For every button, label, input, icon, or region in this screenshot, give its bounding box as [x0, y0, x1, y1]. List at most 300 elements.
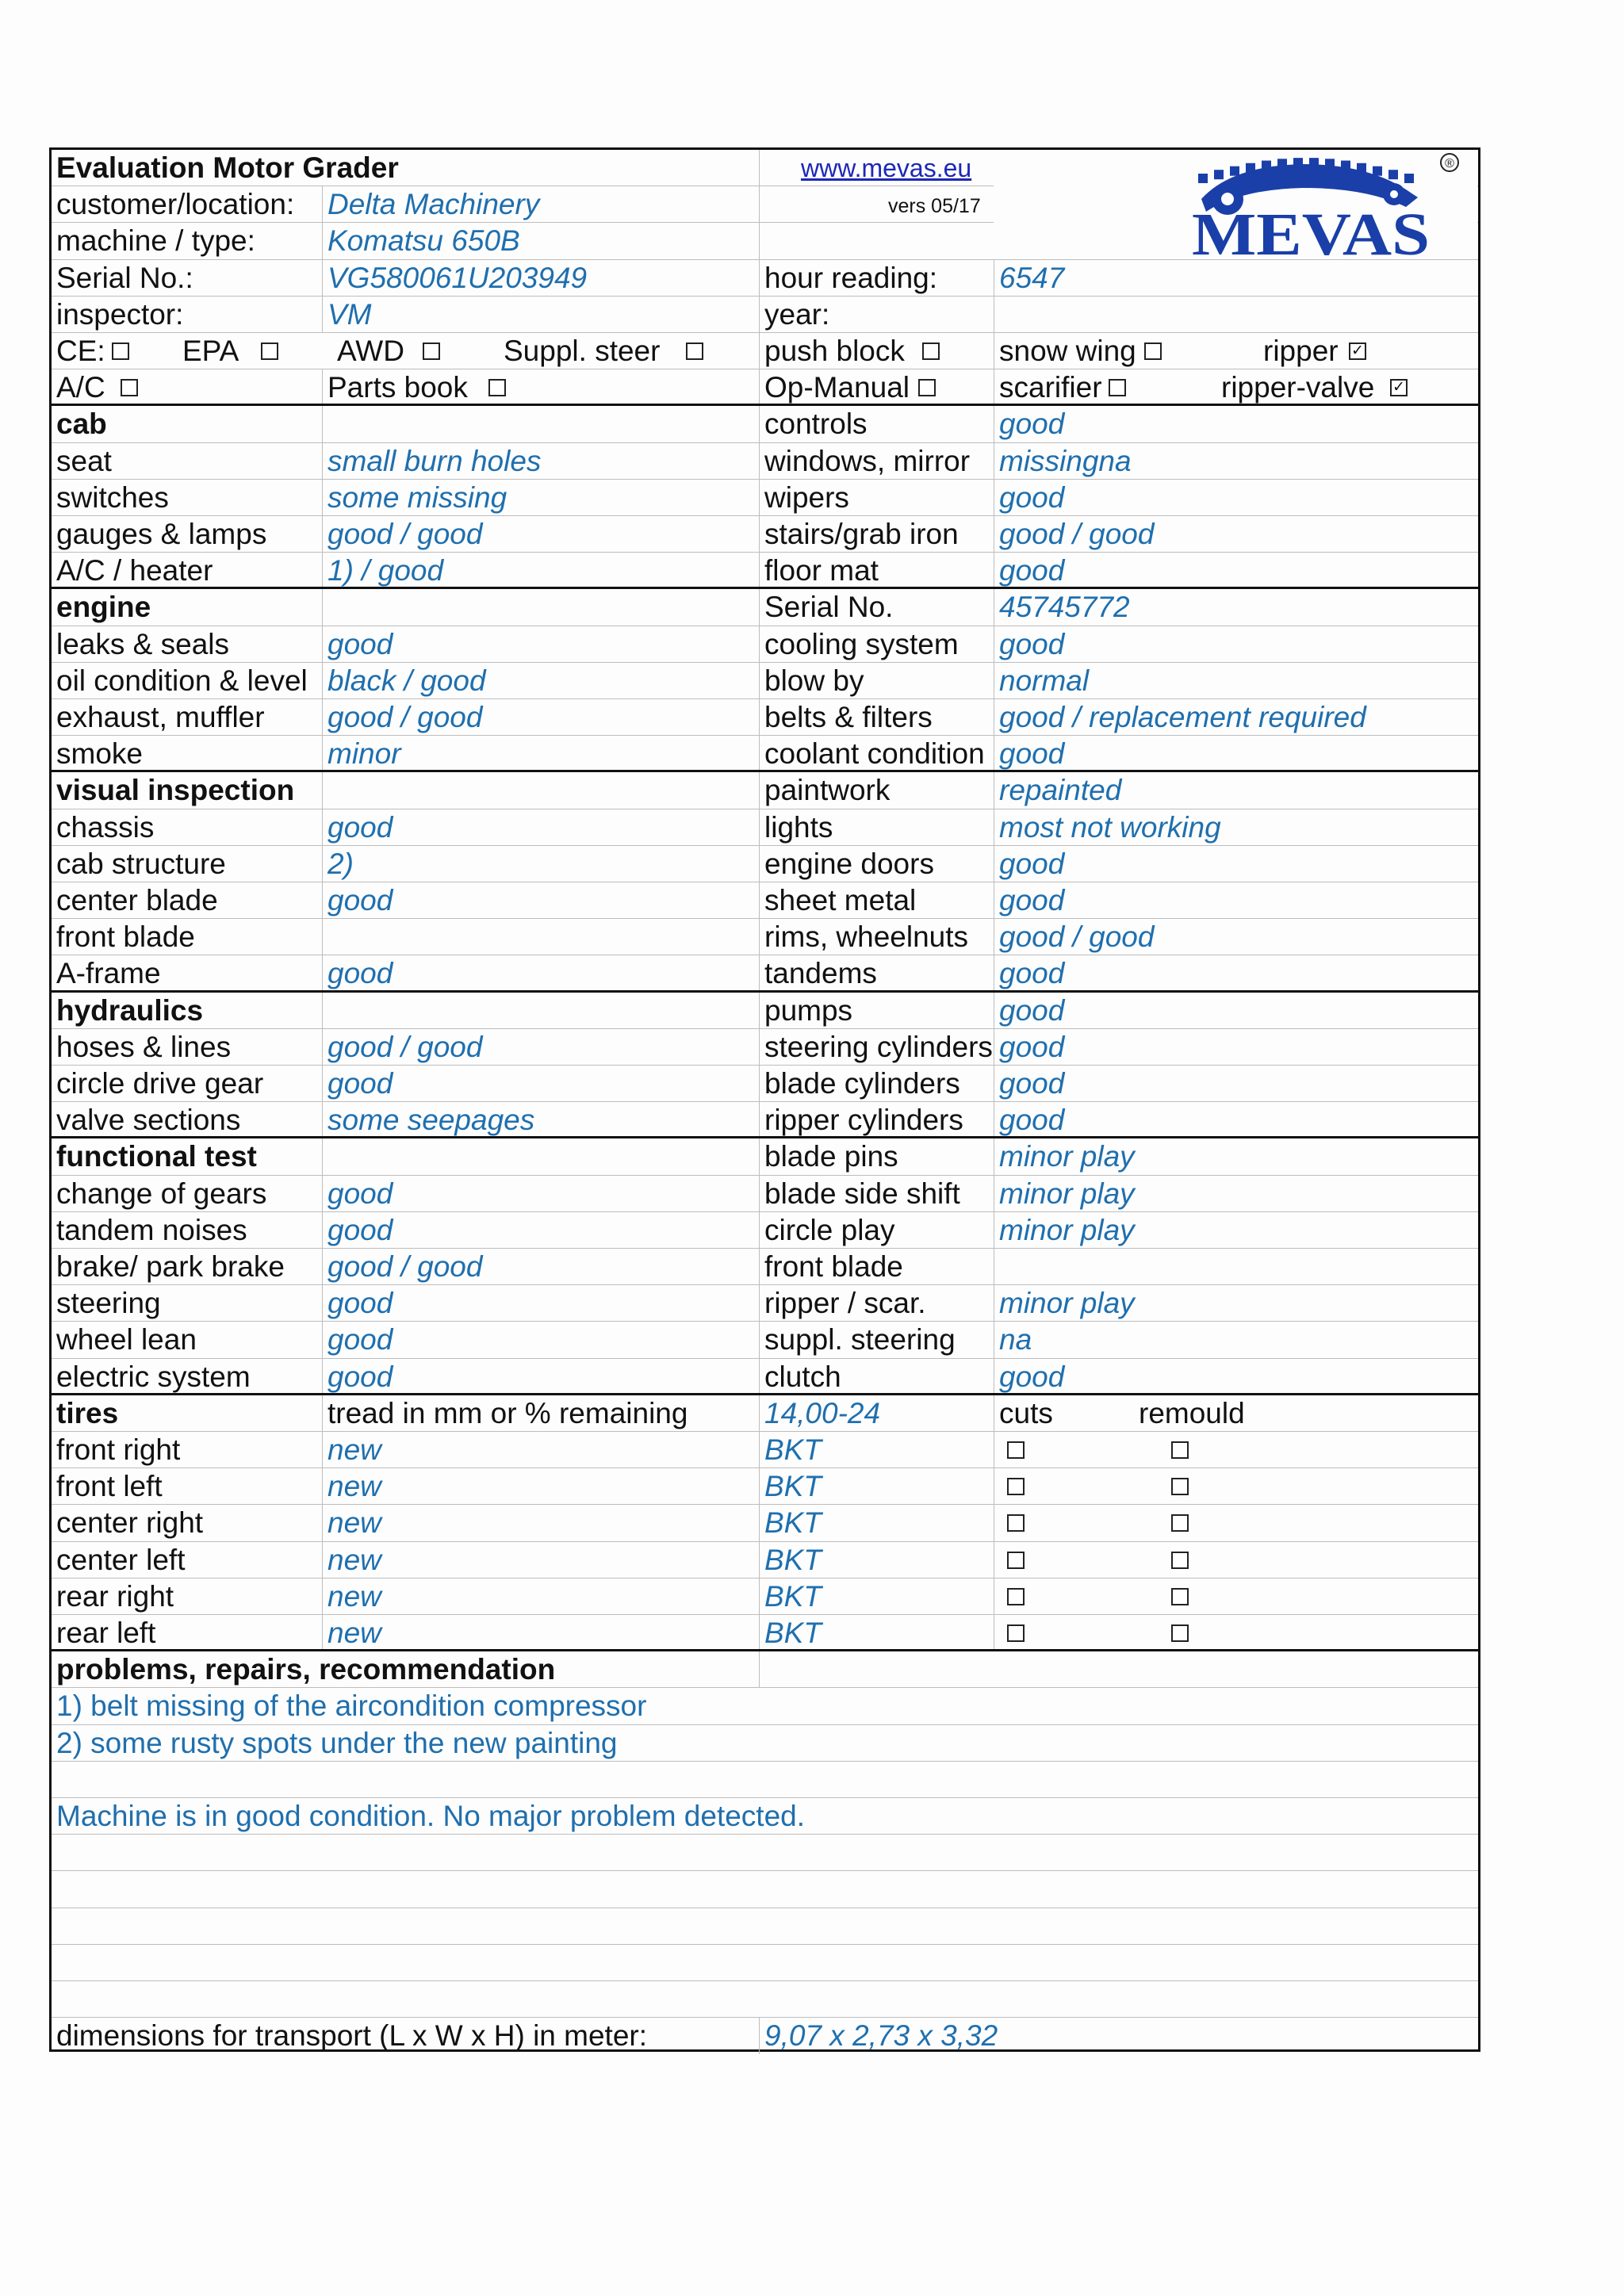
tire-cuts-checkbox[interactable] [1007, 1478, 1025, 1495]
engine-row [52, 589, 1478, 626]
hydraulics-item-value: good / good [327, 1030, 483, 1063]
logo-text: MEVAS [1192, 201, 1430, 259]
visual-row [52, 772, 1478, 809]
visual-item-label: sheet metal [764, 884, 917, 916]
tire-row [52, 1615, 1478, 1651]
form-title: Evaluation Motor Grader [56, 151, 399, 184]
visual-item-value: repainted [999, 774, 1122, 807]
customer-label: customer/location: [56, 188, 295, 221]
cell-divider [759, 919, 760, 955]
cell-divider [322, 1066, 323, 1101]
hydraulics-item-label: steering cylinders [764, 1030, 993, 1063]
functional-item-label: wheel lean [56, 1323, 197, 1357]
hydraulics-item-label: hoses & lines [56, 1030, 232, 1063]
tire-tread: new [327, 1579, 381, 1613]
cell-divider [322, 186, 323, 222]
visual-item-label: front blade [56, 920, 195, 954]
hydraulics-item-value: good [999, 1104, 1065, 1137]
cell-divider [322, 736, 323, 770]
cell-divider [759, 1322, 760, 1357]
hour-value: 6547 [999, 261, 1065, 294]
tires-section-title: tires [56, 1396, 119, 1429]
tire-position: front right [56, 1433, 181, 1466]
cell-divider [322, 369, 323, 404]
cell-divider [322, 516, 323, 552]
functional-section-title: functional test [56, 1140, 257, 1173]
cell-divider [759, 955, 760, 989]
evaluation-form [49, 147, 1480, 2052]
hydraulics-item-value: good [999, 1067, 1065, 1100]
functional-row [52, 1285, 1478, 1322]
ac-checkbox[interactable] [121, 379, 138, 396]
cell-divider [759, 1029, 760, 1065]
functional-item-label: clutch [764, 1360, 841, 1393]
cab-item-value: good [999, 480, 1065, 514]
cell-divider [322, 443, 323, 479]
engine-item-label: coolant condition [764, 737, 985, 771]
functional-item-value: minor play [999, 1213, 1135, 1246]
cab-row [52, 443, 1478, 480]
ripper-checkbox[interactable]: ✓ [1349, 342, 1366, 360]
cell-divider [759, 2018, 760, 2054]
cab-section-title: cab [56, 408, 107, 441]
engine-row [52, 699, 1478, 736]
cell-divider [759, 1176, 760, 1211]
functional-item-value: good [327, 1213, 393, 1246]
cell-divider [322, 1285, 323, 1321]
engine-row [52, 663, 1478, 699]
machine-label: machine / type: [56, 224, 255, 258]
cell-divider [759, 369, 760, 404]
tire-remould-checkbox[interactable] [1171, 1552, 1189, 1569]
cell-divider [322, 1138, 323, 1174]
hydraulics-item-value: good [999, 1030, 1065, 1063]
tire-row [52, 1542, 1478, 1578]
cell-divider [322, 1176, 323, 1211]
visual-row [52, 919, 1478, 955]
cab-item-value: small burn holes [327, 444, 542, 477]
cell-divider [759, 333, 760, 369]
tire-cuts-checkbox[interactable] [1007, 1441, 1025, 1459]
cell-divider [759, 297, 760, 332]
cab-item-value: good [999, 554, 1065, 587]
tires-header-row [52, 1395, 1478, 1432]
visual-section-title: visual inspection [56, 774, 295, 807]
scarifier-checkbox[interactable] [1109, 379, 1126, 396]
cell-divider [759, 1102, 760, 1136]
cell-divider [759, 846, 760, 882]
website-link[interactable]: www.mevas.eu [801, 154, 972, 182]
cell-divider [759, 480, 760, 515]
cell-divider [759, 1468, 760, 1504]
hydraulics-item-label: pumps [764, 993, 853, 1027]
visual-row [52, 809, 1478, 846]
cell-divider [322, 1395, 323, 1431]
cab-item-value: good / good [999, 518, 1155, 550]
tire-tread: new [327, 1433, 381, 1466]
cell-divider [322, 626, 323, 662]
cell-divider [759, 993, 760, 1028]
cell-divider [759, 1249, 760, 1284]
cab-item-label: stairs/grab iron [764, 518, 959, 550]
hydraulics-item-label: ripper cylinders [764, 1104, 963, 1137]
cab-row [52, 516, 1478, 553]
hydraulics-item-value: good [999, 993, 1065, 1027]
visual-item-value: good [327, 884, 393, 916]
customer-value: Delta Machinery [327, 188, 540, 221]
functional-item-label: tandem noises [56, 1213, 247, 1246]
cell-divider [322, 553, 323, 587]
cell-divider [322, 1029, 323, 1065]
problems-header-row [52, 1651, 1478, 1688]
cell-divider [759, 663, 760, 698]
cell-divider [322, 260, 323, 296]
visual-item-value: good [999, 847, 1065, 880]
cell-divider [322, 1505, 323, 1540]
options-row-1 [52, 333, 1478, 369]
hydraulics-section-title: hydraulics [56, 993, 204, 1027]
visual-item-value: good [327, 957, 393, 990]
cab-item-label: floor mat [764, 554, 879, 587]
cab-item-label: wipers [764, 480, 849, 514]
suppl-steer-checkbox[interactable] [686, 342, 703, 360]
cell-divider [322, 223, 323, 258]
engine-item-value: 45745772 [999, 591, 1130, 624]
cell-divider [322, 919, 323, 955]
cell-divider [759, 1505, 760, 1540]
cab-item-value: 1) / good [327, 554, 444, 587]
cell-divider [759, 1138, 760, 1174]
functional-item-value: good [327, 1323, 393, 1357]
engine-item-label: exhaust, muffler [56, 701, 265, 733]
cell-divider [322, 1102, 323, 1136]
cell-divider [759, 443, 760, 479]
cell-divider [322, 809, 323, 845]
tire-remould-checkbox[interactable] [1171, 1588, 1189, 1605]
tire-remould-checkbox[interactable] [1171, 1441, 1189, 1459]
year-label: year: [764, 297, 830, 331]
visual-item-label: cab structure [56, 847, 226, 880]
tire-size: 14,00-24 [764, 1396, 881, 1429]
cell-divider [759, 1359, 760, 1393]
engine-item-value: good [327, 627, 393, 660]
parts-book-checkbox[interactable] [488, 379, 506, 396]
functional-item-label: brake/ park brake [56, 1250, 285, 1283]
ripper-valve-label: ripper-valve [1221, 371, 1375, 404]
problem-text: Machine is in good condition. No major problem detected. [56, 1800, 806, 1832]
functional-item-label: change of gears [56, 1177, 267, 1210]
awd-label: AWD [337, 335, 404, 367]
tire-tread: new [327, 1617, 381, 1649]
tire-row [52, 1578, 1478, 1615]
visual-item-label: engine doors [764, 847, 934, 880]
tire-remould-checkbox[interactable] [1171, 1478, 1189, 1495]
tire-position: rear right [56, 1579, 174, 1613]
snow-wing-label: snow wing [999, 335, 1136, 367]
functional-item-label: steering [56, 1287, 161, 1320]
mevas-logo [994, 150, 1477, 259]
tire-row [52, 1505, 1478, 1541]
engine-item-label: blow by [764, 664, 864, 697]
awd-checkbox[interactable] [423, 342, 440, 360]
cell-divider [759, 1651, 760, 1687]
visual-item-label: paintwork [764, 774, 891, 807]
functional-item-value: minor play [999, 1177, 1135, 1210]
functional-item-label: blade side shift [764, 1177, 960, 1210]
functional-row [52, 1359, 1478, 1395]
inspector-row [52, 297, 1478, 333]
cell-divider [322, 955, 323, 989]
visual-row [52, 882, 1478, 919]
functional-item-label: electric system [56, 1360, 251, 1393]
cell-divider [759, 553, 760, 587]
engine-item-value: good / replacement required [999, 701, 1366, 733]
tire-cuts-checkbox[interactable] [1007, 1588, 1025, 1605]
hydraulics-item-label: valve sections [56, 1104, 241, 1137]
cab-item-value: missingna [999, 444, 1132, 477]
visual-row [52, 846, 1478, 882]
ripper-label: ripper [1263, 335, 1339, 367]
serial-label: Serial No.: [56, 261, 193, 294]
visual-item-label: center blade [56, 884, 218, 916]
tire-tread: new [327, 1506, 381, 1540]
registered-mark: ® [1445, 157, 1454, 170]
engine-item-label: oil condition & level [56, 664, 308, 697]
visual-item-label: lights [764, 810, 833, 844]
push-block-checkbox[interactable] [922, 342, 940, 360]
cell-divider [322, 1322, 323, 1357]
functional-row [52, 1212, 1478, 1249]
tire-cuts-checkbox[interactable] [1007, 1624, 1025, 1642]
visual-item-label: rims, wheelnuts [764, 920, 969, 954]
hour-label: hour reading: [764, 261, 938, 294]
functional-row [52, 1249, 1478, 1285]
visual-item-label: A-frame [56, 957, 161, 990]
functional-item-value: minor play [999, 1287, 1135, 1320]
cell-divider [759, 406, 760, 442]
visual-item-value: good [327, 810, 393, 844]
tire-brand: BKT [764, 1579, 822, 1613]
functional-item-label: circle play [764, 1213, 895, 1246]
tire-brand: BKT [764, 1617, 822, 1649]
visual-row [52, 955, 1478, 992]
problem-line [52, 1908, 1478, 1945]
cell-divider [759, 1542, 760, 1578]
cell-divider [759, 1285, 760, 1321]
tire-cuts-checkbox[interactable] [1007, 1552, 1025, 1569]
tire-row [52, 1468, 1478, 1505]
problems-section-title: problems, repairs, recommendation [56, 1653, 556, 1686]
cell-divider [759, 1212, 760, 1248]
cell-divider [759, 223, 760, 258]
cell-divider [759, 516, 760, 552]
engine-item-value: normal [999, 664, 1090, 697]
tire-row [52, 1432, 1478, 1468]
tire-brand: BKT [764, 1543, 822, 1576]
cell-divider [759, 809, 760, 845]
dimensions-value: 9,07 x 2,73 x 3,32 [764, 2019, 998, 2053]
cell-divider [759, 1578, 760, 1614]
cab-row [52, 553, 1478, 589]
tire-position: center right [56, 1506, 204, 1540]
cell-divider [759, 1615, 760, 1649]
functional-item-label: front blade [764, 1250, 903, 1283]
cell-divider [322, 882, 323, 918]
engine-item-label: Serial No. [764, 591, 894, 624]
inspector-value: VM [327, 297, 372, 331]
cell-divider [759, 1066, 760, 1101]
visual-item-label: chassis [56, 810, 155, 844]
cell-divider [322, 480, 323, 515]
cell-divider [759, 589, 760, 625]
hydraulics-row [52, 1102, 1478, 1138]
cab-item-value: good / good [327, 518, 483, 550]
tire-cuts-checkbox[interactable] [1007, 1514, 1025, 1532]
tire-remould-checkbox[interactable] [1171, 1624, 1189, 1642]
hydraulics-row [52, 1029, 1478, 1066]
dimensions-label: dimensions for transport (L x W x H) in meter: [56, 2019, 648, 2053]
cab-item-value: good [999, 408, 1065, 441]
cab-item-value: some missing [327, 480, 508, 514]
cell-divider [759, 260, 760, 296]
functional-item-value: good [327, 1360, 393, 1393]
problem-line [52, 1725, 1478, 1762]
engine-item-value: black / good [327, 664, 486, 697]
functional-item-value: good / good [327, 1250, 483, 1283]
problem-line [52, 1798, 1478, 1835]
parts-book-label: Parts book [327, 371, 468, 404]
tire-brand: BKT [764, 1433, 822, 1466]
functional-item-label: blade pins [764, 1140, 898, 1173]
visual-item-value: 2) [327, 847, 354, 880]
serial-value: VG580061U203949 [327, 261, 588, 294]
serial-row [52, 260, 1478, 297]
tread-label: tread in mm or % remaining [327, 1396, 688, 1429]
visual-item-value: good / good [999, 920, 1155, 954]
engine-row [52, 626, 1478, 663]
tire-remould-checkbox[interactable] [1171, 1514, 1189, 1532]
cell-divider [322, 699, 323, 735]
cell-divider [759, 1432, 760, 1468]
engine-row [52, 736, 1478, 772]
engine-item-value: good [999, 737, 1065, 771]
tire-position: rear left [56, 1617, 156, 1649]
visual-item-value: good [999, 957, 1065, 990]
functional-item-value: good [327, 1177, 393, 1210]
hydraulics-item-value: good [327, 1067, 393, 1100]
cab-item-label: windows, mirror [764, 444, 971, 477]
cell-divider [322, 772, 323, 808]
functional-row [52, 1322, 1478, 1358]
epa-label: EPA [182, 335, 239, 367]
cell-divider [759, 772, 760, 808]
cell-divider [322, 846, 323, 882]
cab-row [52, 406, 1478, 442]
remould-label: remould [1139, 1396, 1245, 1429]
functional-item-label: suppl. steering [764, 1323, 956, 1357]
dimensions-row [52, 2018, 1478, 2054]
cell-divider [322, 1542, 323, 1578]
engine-section-title: engine [56, 591, 151, 624]
ce-checkbox[interactable] [112, 342, 129, 360]
cell-divider [322, 663, 323, 698]
push-block-label: push block [764, 335, 905, 367]
functional-row [52, 1138, 1478, 1175]
cell-divider [322, 1359, 323, 1393]
suppl-steer-label: Suppl. steer [504, 335, 661, 367]
op-manual-checkbox[interactable] [918, 379, 936, 396]
cell-divider [759, 186, 760, 222]
problem-line [52, 1835, 1478, 1871]
cab-item-label: controls [764, 408, 868, 441]
cab-item-label: gauges & lamps [56, 518, 267, 550]
visual-item-value: most not working [999, 810, 1221, 844]
inspector-label: inspector: [56, 297, 184, 331]
problem-line [52, 1762, 1478, 1798]
visual-item-label: tandems [764, 957, 877, 990]
cab-item-label: seat [56, 444, 112, 477]
functional-item-value: good [327, 1287, 393, 1320]
ce-label: CE: [56, 335, 105, 367]
tire-position: center left [56, 1543, 186, 1576]
cell-divider [759, 626, 760, 662]
cell-divider [322, 406, 323, 442]
engine-item-value: good [999, 627, 1065, 660]
engine-item-label: cooling system [764, 627, 959, 660]
problem-line [52, 1945, 1478, 1981]
cell-divider [322, 993, 323, 1028]
epa-checkbox[interactable] [261, 342, 278, 360]
cell-divider [322, 1615, 323, 1649]
problem-line [52, 1688, 1478, 1724]
ripper-valve-checkbox[interactable]: ✓ [1390, 379, 1408, 396]
cuts-label: cuts [999, 1396, 1053, 1429]
cell-divider [759, 1395, 760, 1431]
hydraulics-row [52, 993, 1478, 1029]
hydraulics-item-value: some seepages [327, 1104, 535, 1137]
functional-row [52, 1176, 1478, 1212]
cab-item-label: switches [56, 480, 169, 514]
cell-divider [322, 297, 323, 332]
tire-brand: BKT [764, 1506, 822, 1540]
cab-row [52, 480, 1478, 516]
cell-divider [322, 1578, 323, 1614]
functional-item-value: minor play [999, 1140, 1135, 1173]
options-row-2 [52, 369, 1478, 406]
functional-item-label: ripper / scar. [764, 1287, 926, 1320]
hydraulics-row [52, 1066, 1478, 1102]
engine-item-value: good / good [327, 701, 483, 733]
problem-line [52, 1981, 1478, 2018]
tire-tread: new [327, 1470, 381, 1503]
problem-text: 2) some rusty spots under the new painting [56, 1726, 618, 1759]
problem-text: 1) belt missing of the aircondition compressor [56, 1689, 647, 1723]
cell-divider [322, 1212, 323, 1248]
snow-wing-checkbox[interactable] [1144, 342, 1162, 360]
op-manual-label: Op-Manual [764, 371, 910, 404]
cell-divider [322, 1432, 323, 1468]
cell-divider [759, 150, 760, 186]
cell-divider [322, 1249, 323, 1284]
version-label: vers 05/17 [888, 195, 981, 218]
hydraulics-item-label: circle drive gear [56, 1067, 264, 1100]
cell-divider [322, 589, 323, 625]
hydraulics-item-label: blade cylinders [764, 1067, 960, 1100]
machine-value: Komatsu 650B [327, 224, 520, 258]
scarifier-label: scarifier [999, 371, 1102, 404]
problem-line [52, 1871, 1478, 1908]
cell-divider [759, 882, 760, 918]
